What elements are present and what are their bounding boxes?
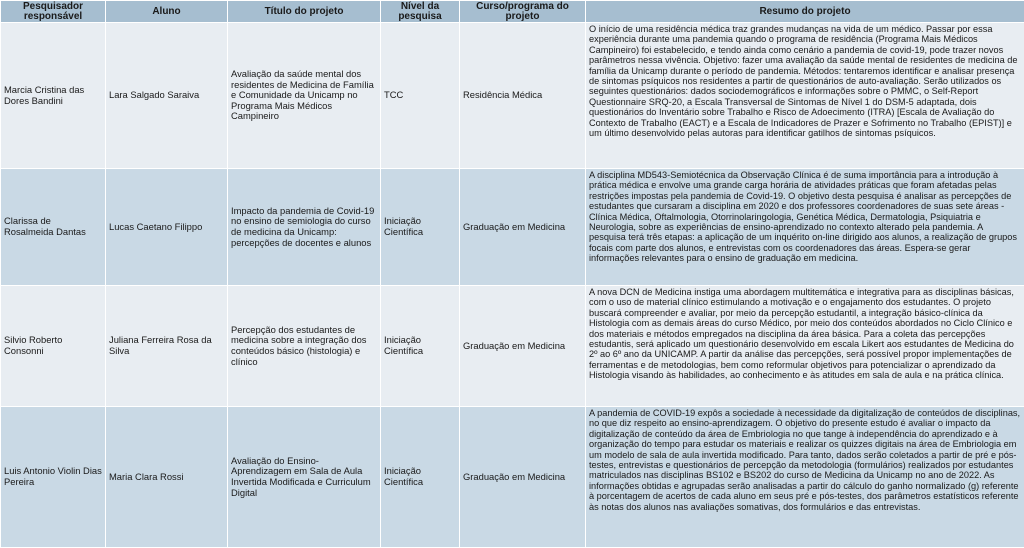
- summary-cell: A pandemia de COVID-19 expôs a sociedade à necessidade da digitalização de conteúdos de disciplinas, no que diz respeito ao ensino-aprendizagem. O objetivo do presente estudo é avaliar o impacto da digitalização de conteúdo da área de Embriologia no que tange à independência do aprendizado e à organização do tempo para estudar os materiais e realizar os quizzes digitais na área de Embriologia em um modelo de sala de aula invertida modificado. Para tanto, dados serão coletados a partir de pré e pós-testes, entrevistas e questionários de percepção da metodologia (formulários) realizados por estudantes matriculados nas disciplinas BS102 e BS202 do curso de Medicina da Unicamp no ano de 2022. As informações obtidas e agrupadas serão analisadas a partir do cálculo do ganho normalizado (g) referente à porcentagem de acertos de cada aluno em seus pré e pós-testes, dos parâmetros estatísticos referente às notas dos alunos nas avaliações somativas, dos formulários e das entrevistas.: [586, 407, 1024, 548]
- course-cell: Graduação em Medicina: [460, 169, 586, 286]
- header-summary: Resumo do projeto: [586, 1, 1024, 23]
- student-cell: Juliana Ferreira Rosa da Silva: [106, 286, 228, 407]
- researcher-cell: Marcia Cristina das Dores Bandini: [1, 23, 106, 169]
- student-cell: Maria Clara Rossi: [106, 407, 228, 548]
- title-cell: Avaliação do Ensino-Aprendizagem em Sala de Aula Invertida Modificada e Curriculum Digital: [228, 407, 381, 548]
- level-cell: TCC: [381, 23, 460, 169]
- summary-cell: O início de uma residência médica traz grandes mudanças na vida de um médico. Passar por essa experiência durante uma pandemia quando o programa de residência (Programa Mais Médicos Campineiro) foi estabelecido, e tendo ainda como cenário a pandemia de covid-19, pode trazer novos parâmetros nessa vivência. Objetivo: fazer uma avaliação da saúde mental de residentes de medicina de família da Unicamp durante o período de pandemia. Métodos: tentaremos identificar e analisar presença de sintomas psíquicos nos residentes a partir de questionários de auto-avaliação. Serão utilizados os seguintes questionários: dados sociodemográficos e informações sobre o PMMC, o Self-Report Questionnaire SRQ-20, a Escala Transversal de Sintomas de Nível 1 do DSM-5 adaptada, dois questionários do Inventário sobre Trabalho e Risco de Adoecimento (ITRA) [Escala de Avaliação do Contexto de Trabalho (EACT) e a Escala de Indicadores de Prazer e Sofrimento no Trabalho (EPIST)] e um último desenvolvido pelas autoras para identificar gatilhos de sintomas psíquicos.: [586, 23, 1024, 169]
- table-row: [1, 23, 1024, 169]
- course-cell: Graduação em Medicina: [460, 407, 586, 548]
- summary-cell: A nova DCN de Medicina instiga uma abordagem multitemática e integrativa para as disciplinas básicas, com o uso de material clínico estimulando a motivação e o engajamento dos estudantes. O projeto buscará compreender e avaliar, por meio da percepção estudantil, a integração básico-clínica da Histologia com as demais áreas do curso Médico, por meio dos conteúdos abordados no Ciclo Clínico e dos materiais e métodos empregados na disciplina da área básica. Para a coleta das percepções estudantis, será aplicado um questionário desenvolvido em escala Likert aos estudantes de Medicina do 2º ao 6º ano da UNICAMP. A partir da análise das percepções, será possível propor implementações de ferramentas e de metodologias, bem como reformular objetivos para potencializar o aprendizado da Histologia visando às habilidades, ao conhecimento e às atitudes em sala de aula e na prática clínica.: [586, 286, 1024, 407]
- header-researcher: Pesquisador responsável: [1, 1, 106, 23]
- student-cell: Lucas Caetano Filippo: [106, 169, 228, 286]
- header-level: Nível da pesquisa: [381, 1, 460, 23]
- header-student: Aluno: [106, 1, 228, 23]
- level-cell: Iniciação Científica: [381, 169, 460, 286]
- title-cell: Avaliação da saúde mental dos residentes de Medicina de Família e Comunidade da Unicamp no Programa Mais Médicos Campineiro: [228, 23, 381, 169]
- table-row: [1, 286, 1024, 407]
- course-cell: Residência Médica: [460, 23, 586, 169]
- researcher-cell: Luis Antonio Violin Dias Pereira: [1, 407, 106, 548]
- summary-cell: A disciplina MD543-Semiotécnica da Observação Clínica é de suma importância para a introdução à prática médica e envolve uma grande carga horária de atividades práticas que foram afetadas pelas restrições impostas pela pandemia de Covid-19. O objetivo desta pesquisa é analisar as percepções de estudantes que cursaram a disciplina em 2020 e dos professores coordenadores de suas sete áreas - Clínica Médica, Oftalmologia, Otorrinolaringologia, Genética Médica, Dermatologia, Psiquiatria e Neurologia, sobre as experiências de ensino-aprendizado no contexto alterado pela pandemia. A pesquisa terá três etapas: a aplicação de um inquérito on-line dirigido aos alunos, a realização de grupos focais com parte dos alunos, e entrevistas com os coordenadores das áreas. Espera-se gerar informações relevantes para o ensino de graduação em medicina.: [586, 169, 1024, 286]
- header-title: Título do projeto: [228, 1, 381, 23]
- header-course: Curso/programa do projeto: [460, 1, 586, 23]
- header-row: [1, 1, 1024, 23]
- level-cell: Iniciação Científica: [381, 407, 460, 548]
- course-cell: Graduação em Medicina: [460, 286, 586, 407]
- table-row: [1, 407, 1024, 548]
- researcher-cell: Clarissa de Rosalmeida Dantas: [1, 169, 106, 286]
- table-row: [1, 169, 1024, 286]
- level-cell: Iniciação Científica: [381, 286, 460, 407]
- researcher-cell: Silvio Roberto Consonni: [1, 286, 106, 407]
- title-cell: Impacto da pandemia de Covid-19 no ensino de semiologia do curso de medicina da Unicamp: percepções de docentes e alunos: [228, 169, 381, 286]
- student-cell: Lara Salgado Saraiva: [106, 23, 228, 169]
- title-cell: Percepção dos estudantes de medicina sobre a integração dos conteúdos básico (histologia) e clínico: [228, 286, 381, 407]
